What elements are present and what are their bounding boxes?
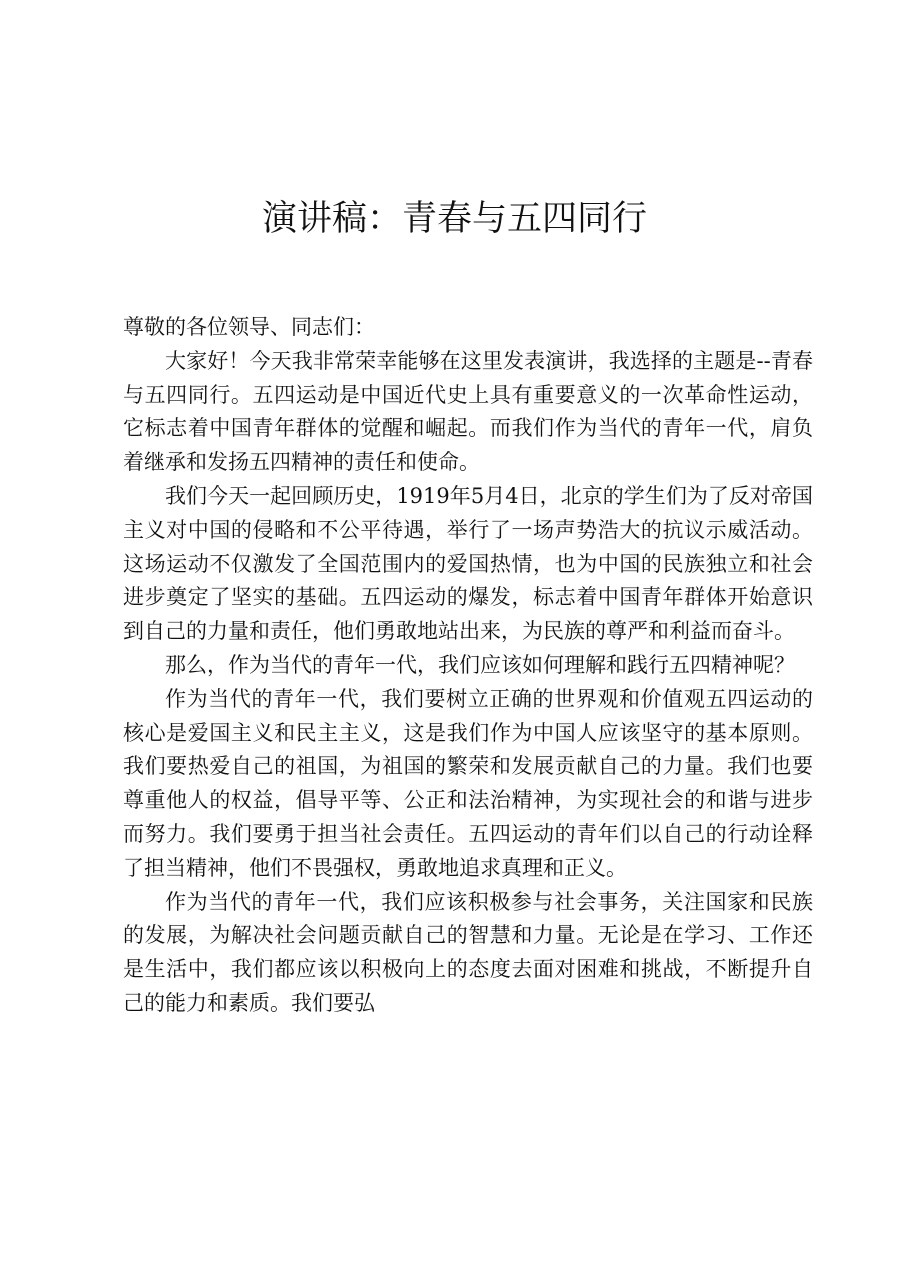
paragraph-history: 我们今天一起回顾历史，1919年5月4日，北京的学生们为了反对帝国主义对中国的侵略和不公平待遇，举行了一场声势浩大的抗议示威活动。这场运动不仅激发了全国范围内的爱国热情，也为中国的民族独立和社会进步奠定了坚实的基础。五四运动的爆发，标志着中国青年群体开始意识到自己的力量和责任，他们勇敢地站出来，为民族的尊严和利益而奋斗。 (123, 483, 813, 644)
document-title: 演讲稿：青春与五四同行 (261, 199, 647, 239)
document-body (123, 311, 813, 1021)
paragraph-participation: 作为当代的青年一代，我们应该积极参与社会事务，关注国家和民族的发展，为解决社会问题贡献自己的智慧和力量。无论是在学习、工作还是生活中，我们都应该以积极向上的态度去面对困难和挑战，不断提升自己的能力和素质。我们要弘 (123, 889, 813, 1015)
paragraph-greeting: 大家好！今天我非常荣幸能够在这里发表演讲，我选择的主题是--青春与五四同行。五四运动是中国近代史上具有重要意义的一次革命性运动，它标志着中国青年群体的觉醒和崛起。而我们作为当代的青年一代，肩负着继承和发扬五四精神的责任和使命。 (123, 348, 813, 475)
salutation: 尊敬的各位领导、同志们： (123, 315, 375, 339)
paragraph-question: 那么，作为当代的青年一代，我们应该如何理解和践行五四精神呢？ (165, 652, 795, 677)
paragraph-values: 作为当代的青年一代，我们要树立正确的世界观和价值观五四运动的核心是爱国主义和民主主义，这是我们作为中国人应该坚守的基本原则。我们要热爱自己的祖国，为祖国的繁荣和发展贡献自己的力量。我们也要尊重他人的权益，倡导平等、公正和法治精神，为实现社会的和谐与进步而努力。我们要勇于担当社会责任。五四运动的青年们以自己的行动诠释了担当精神，他们不畏强权，勇敢地追求真理和正义。 (123, 686, 813, 880)
